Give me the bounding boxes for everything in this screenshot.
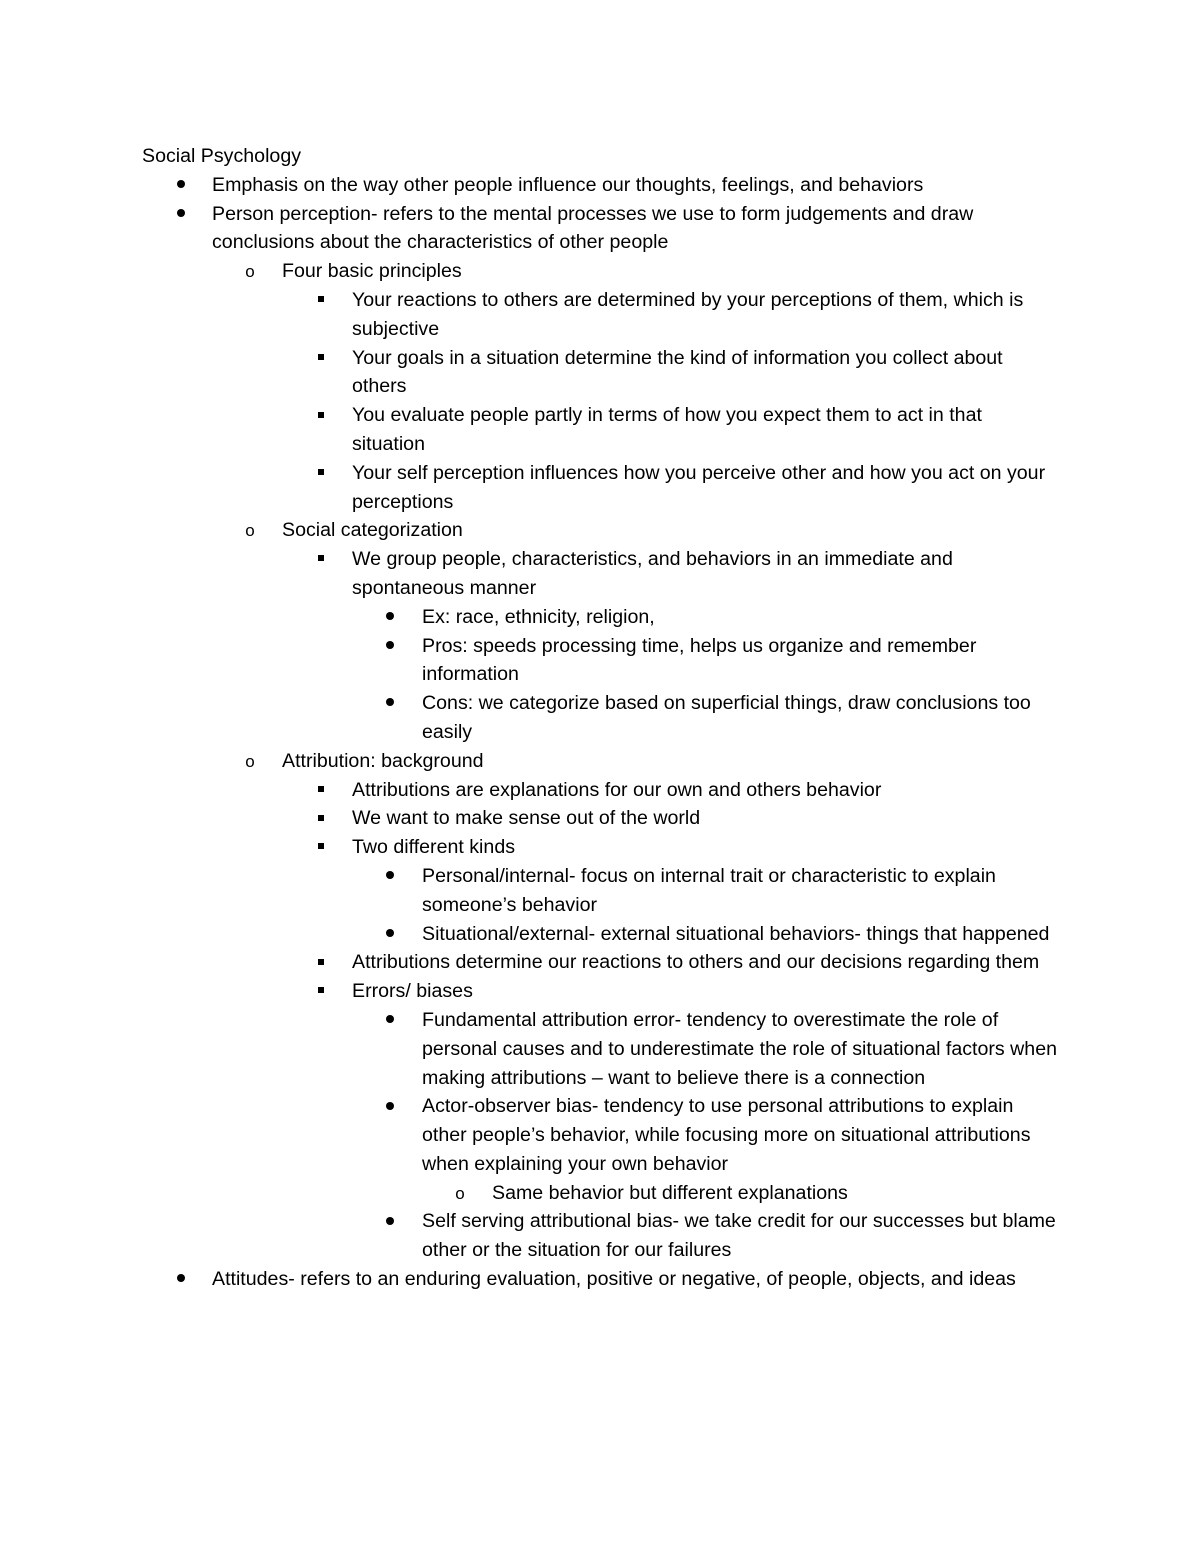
list-item (352, 401, 1060, 459)
nested-list (422, 1179, 1060, 1208)
nested-list (352, 603, 1060, 747)
list-item (422, 1006, 1060, 1092)
bullet-square-icon (311, 459, 331, 488)
list-item (212, 200, 1060, 1265)
list-item (352, 459, 1060, 517)
bullet-disc-icon (380, 689, 400, 718)
list-item-text: Cons: we categorize based on superficial things, draw conclusions too easily (422, 692, 1031, 743)
bullet-ring-icon: o (245, 262, 255, 282)
list-item-text: Attributions determine our reactions to others and our decisions regarding them (352, 951, 1040, 974)
nested-list (352, 1006, 1060, 1265)
list-item (212, 1265, 1060, 1294)
bullet-disc-icon (171, 171, 191, 200)
list-item (422, 632, 1060, 690)
list-item (422, 862, 1060, 920)
list-item (352, 804, 1060, 833)
list-item-text: Errors/ biases (352, 980, 473, 1003)
bullet-ring-icon: o (245, 751, 255, 771)
bullet-ring-icon: o (245, 521, 255, 541)
outline-list (142, 171, 1060, 1294)
list-item-text: Attribution: background (282, 749, 484, 772)
list-item-text: Attributions are explanations for our own and others behavior (352, 778, 882, 801)
bullet-disc-icon (380, 862, 400, 891)
bullet-square-icon (311, 833, 331, 862)
list-item-text: We want to make sense out of the world (352, 807, 701, 830)
list-item-text: Two different kinds (352, 836, 516, 859)
list-item-text: Same behavior but different explanations (492, 1181, 848, 1204)
bullet-disc-icon (380, 632, 400, 661)
list-item-text: Personal/internal- focus on internal trait or characteristic to explain someone’s behavior (422, 864, 996, 916)
list-item-text: Emphasis on the way other people influence our thoughts, feelings, and behaviors (212, 173, 924, 196)
bullet-square-icon (311, 545, 331, 574)
list-item-text: Ex: race, ethnicity, religion, (422, 605, 655, 628)
list-item-text: Person perception- refers to the mental processes we use to form judgements and draw conclusions about the characteristics of other people (212, 202, 974, 254)
bullet-square-icon (311, 401, 331, 430)
bullet-disc-icon (171, 1265, 191, 1294)
bullet-square-icon (311, 286, 331, 315)
bullet-square-icon (311, 776, 331, 805)
list-item (212, 171, 1060, 200)
list-item (245, 516, 1060, 746)
list-item (422, 1092, 1060, 1207)
bullet-square-icon (311, 804, 331, 833)
list-item (245, 257, 1060, 516)
list-item (245, 747, 1060, 1265)
bullet-disc-icon (380, 1207, 400, 1236)
list-item-text: Your reactions to others are determined by your perceptions of them, which is subjective (352, 288, 1024, 340)
bullet-disc-icon (171, 200, 191, 229)
list-item (422, 603, 1060, 632)
list-item-text: Fundamental attribution error- tendency to overestimate the role of personal causes and to underestimate the role of situational factors when making attributions – want to believe there is a connection (422, 1008, 1057, 1089)
list-item-text: Pros: speeds processing time, helps us organize and remember information (422, 634, 977, 686)
list-item (352, 948, 1060, 977)
document-title: Social Psychology (142, 145, 302, 167)
list-item (422, 920, 1060, 949)
nested-list (352, 862, 1060, 948)
list-item-text: Self serving attributional bias- we take credit for our successes but blame other or the situation for our failures (422, 1210, 1056, 1262)
bullet-disc-icon (380, 1092, 400, 1121)
list-item-text: We group people, characteristics, and behaviors in an immediate and spontaneous manner (352, 548, 953, 599)
list-item (352, 977, 1060, 1265)
list-item (352, 776, 1060, 805)
list-item (352, 545, 1060, 747)
list-item-text: You evaluate people partly in terms of how you expect them to act in that situation (352, 404, 982, 455)
list-item (422, 689, 1060, 747)
list-item-text: Situational/external- external situational behaviors- things that happened (422, 922, 1050, 945)
nested-list (282, 545, 1060, 747)
list-item (422, 1207, 1060, 1265)
list-item-text: Attitudes- refers to an enduring evaluation, positive or negative, of people, objects, and ideas (212, 1268, 1016, 1291)
bullet-disc-icon (380, 920, 400, 949)
bullet-disc-icon (380, 603, 400, 632)
list-item-text: Social categorization (282, 519, 463, 542)
list-item (455, 1179, 1060, 1208)
list-item-text: Your goals in a situation determine the kind of information you collect about others (352, 346, 1003, 398)
list-item (352, 344, 1060, 402)
bullet-disc-icon (380, 1006, 400, 1035)
list-item-text: Your self perception influences how you perceive other and how you act on your perceptions (352, 461, 1046, 513)
bullet-square-icon (311, 948, 331, 977)
nested-list (212, 257, 1060, 1265)
list-item (352, 833, 1060, 948)
bullet-square-icon (311, 344, 331, 373)
list-item-text: Four basic principles (282, 260, 462, 283)
nested-list (282, 776, 1060, 1266)
bullet-square-icon (311, 977, 331, 1006)
list-item (352, 286, 1060, 344)
list-item-text: Actor-observer bias- tendency to use personal attributions to explain other people’s behavior, while focusing more on situational attributions when explaining your own behavior (422, 1095, 1031, 1175)
bullet-ring-icon: o (455, 1183, 465, 1203)
nested-list (282, 286, 1060, 516)
